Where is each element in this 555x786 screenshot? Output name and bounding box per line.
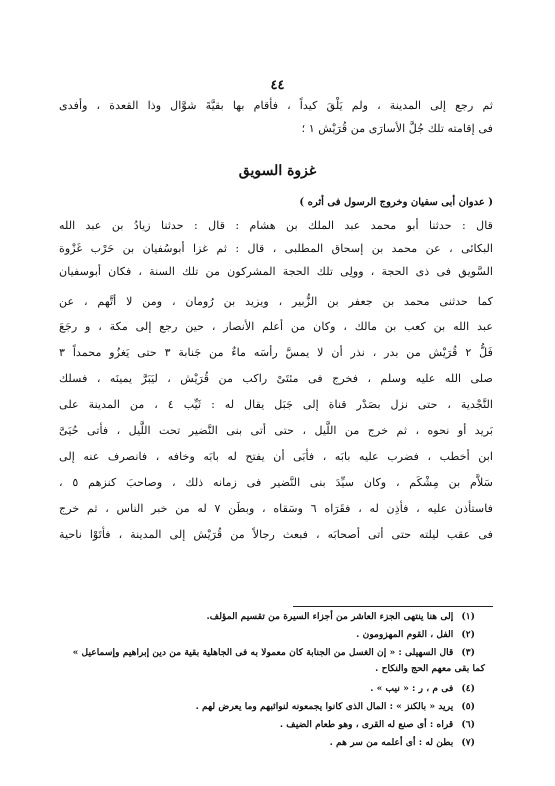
footnote-text: قال السهيلى : « إن الغسل من الجنابة كان معمولا به فى الجاهلية بقية من دين إبراهيم وإسماعيل » xyxy=(72,647,454,658)
body-line: قال : حدثنا أبو محمد عبد الملك بن هشام : قال : حدثنا زيادُ بن عبد الله xyxy=(59,219,493,232)
footnote-text: الفل ، القوم المهزومون . xyxy=(356,629,454,640)
footnote-divider xyxy=(293,606,493,607)
body-line: فى عقب ليلته حتى أتى أصحابَه ، فبعث رجالاً من قُرَيْش إلى المدينة ، فأتَوْا ناحية xyxy=(59,528,493,541)
section-title: غزوة السويق xyxy=(238,163,317,179)
intro-line-2: فى إقامته تلك جُلَّ الأسارَى من قُرَيْش ١ ؛ xyxy=(301,122,493,135)
body-line: صلى الله عليه وسلم ، فخرج فى مئتَىْ راكب من قُرَيْش ، ليَبَرَّ يمينَه ، فسلك xyxy=(59,372,493,385)
body-line: فاستأذن عليه ، فأذِن له ، فقَرَاه ٦ وسَقاه ، وبطَن ٧ له من خبر الناس ، ثم خرج xyxy=(59,502,493,515)
body-line: عبد الله بن كعب بن مالك ، وكان من أعلم الأنصار ، حين رجع إلى مكة ، و رجَعَ xyxy=(59,320,493,333)
page-number: ٤٤ xyxy=(270,78,285,93)
footnote-text: بطن له : أى أعلمه من سر هم . xyxy=(329,737,454,748)
body-line: النَّجْدية ، حتى نزل بصَدْر قناة إلى جَبَل يقال له : ثَيِّب ٤ ، من المدينة على xyxy=(59,398,493,411)
footnote xyxy=(65,720,475,729)
footnote-number: (١) xyxy=(461,611,475,622)
body-line: فَلُّ ٢ قُرَيْش من بدر ، نذر أن لا يمسَّ رأسَه ماءٌ من جَنابة ٣ حتى يَغزُو محمداً ٣ xyxy=(59,346,493,359)
footnote xyxy=(65,630,475,639)
footnote-number: (٤) xyxy=(461,683,475,694)
body-line: بَريد أو نحوه ، ثم خرج من اللَّيل ، حتى أتى بنى النَّضير تحت اللَّيل ، فأتى حُيَىَّ xyxy=(59,424,493,437)
body-line: ابن أخطب ، فضرب عليه بابَه ، فأبَى أن يفتح له بابَه وخافه ، فانصرف عنه إلى xyxy=(59,450,493,463)
footnote-number: (٣) xyxy=(461,647,475,658)
footnote-text: يريد « بالكنز » : المال الذى كانوا يجمعونه لنوائبهم وما يعرض لهم . xyxy=(195,701,454,712)
intro-line-1: ثم رجع إلى المدينة ، ولم يَلْقَ كيداً ، فأقام بها بقيَّةَ شوَّال وذا القعدة ، وأفدى xyxy=(59,99,493,112)
footnote-number: (٢) xyxy=(461,629,475,640)
footnote-continuation xyxy=(75,664,485,673)
section-subtitle: ( عدوان أبى سفيان وخروج الرسول فى أثره ) xyxy=(299,197,493,208)
footnote-text: إلى هنا ينتهى الجزء العاشر من أجزاء السيرة من تقسيم المؤلف. xyxy=(206,611,454,622)
footnote-number: (٧) xyxy=(461,737,475,748)
footnote xyxy=(65,648,475,657)
footnote xyxy=(65,684,475,693)
footnote-number: (٦) xyxy=(461,719,475,730)
footnote xyxy=(65,702,475,711)
footnote xyxy=(65,612,475,621)
body-line: السَّويق فى ذى الحجة ، وولِى تلك الحجة المشركون من تلك السنة ، فكان أبوسفيان xyxy=(59,265,493,278)
footnote-text: قراه : أى صنع له القرى ، وهو طعام الضيف . xyxy=(279,719,454,730)
footnote-text: فى م ، ر : « نيب » . xyxy=(370,683,454,694)
footnote xyxy=(65,738,475,747)
body-line: سَلاَّم بن مِشْكَم ، وكان سيِّدَ بنى النَّضير فى زمانه ذلك ، وصاحبَ كنزهم ٥ ، xyxy=(59,476,493,489)
body-line: البكائى ، عن محمد بن إسحاق المطلبى ، قال : ثم غزا أبوسُفيان بن حَرْب غَزْوة xyxy=(59,242,493,255)
body-line: كما حدثنى محمد بن جعفر بن الزُّبير ، ويزيد بن رُومان ، ومن لا أتَّهم ، عن xyxy=(59,295,493,308)
footnote-text: كما بقى معهم الحج والنكاح . xyxy=(375,663,485,674)
footnote-number: (٥) xyxy=(461,701,475,712)
